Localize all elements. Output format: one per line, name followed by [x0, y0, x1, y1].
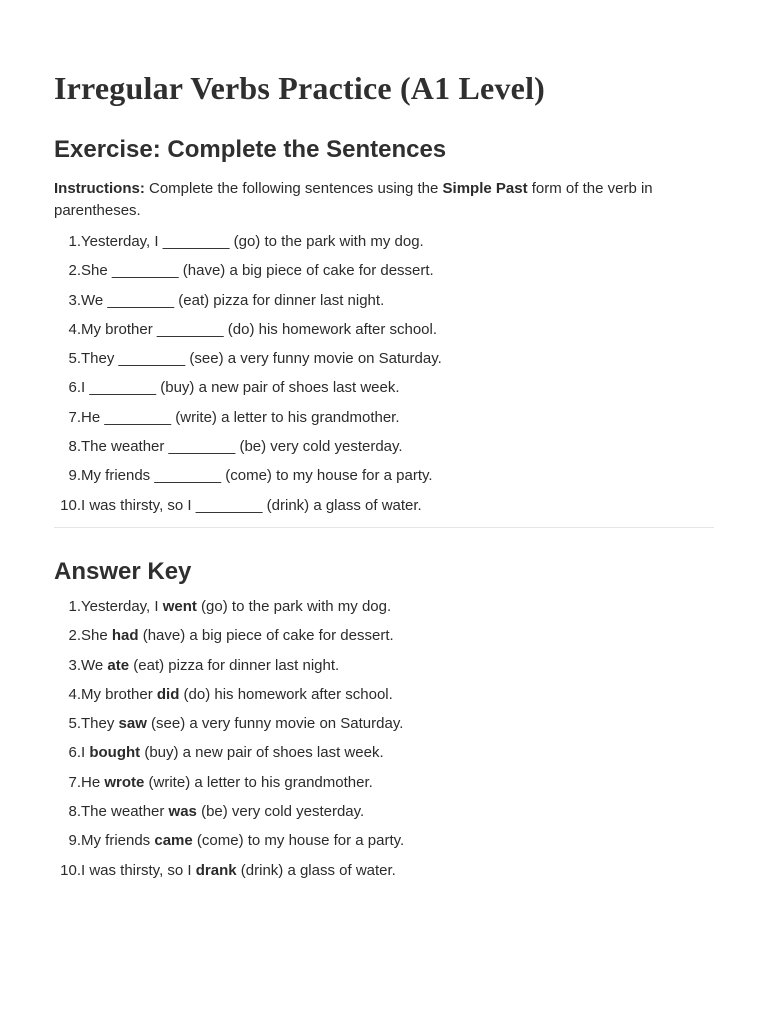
answer-verb: did [156, 685, 180, 703]
answer-after: (eat) pizza for dinner last night. [129, 656, 340, 674]
item-number: 9. [68, 832, 81, 850]
item-text: She ________ (have) a big piece of cake for dessert. [81, 262, 434, 280]
answer-verb: saw [118, 715, 147, 733]
item-text: My brother ________ (do) his homework after school. [81, 320, 438, 338]
answer-before: They [81, 715, 119, 733]
item-number: 6. [68, 379, 81, 397]
item-text [81, 592, 391, 621]
answer-key-section [54, 557, 714, 885]
item-number: 9. [68, 467, 81, 485]
item-number: 8. [68, 803, 81, 821]
item-text: He ________ (write) a letter to his grandmother. [81, 408, 400, 426]
instructions-label: Instructions: [54, 180, 145, 197]
item-text: My friends ________ (come) to my house for a party. [81, 467, 433, 485]
item-text: The weather ________ (be) very cold yesterday. [81, 438, 403, 456]
item-text [81, 768, 373, 797]
answer-before: My friends [81, 832, 155, 850]
exercise-item [54, 344, 714, 373]
exercise-heading: Exercise: Complete the Sentences [54, 136, 447, 163]
item-number: 8. [68, 438, 81, 456]
answer-item [54, 592, 714, 621]
answer-item [54, 621, 714, 650]
instructions-text-pre: Complete the following sentences using the [144, 180, 443, 197]
exercise-list [54, 227, 714, 520]
item-number: 2. [68, 262, 81, 280]
answer-item [54, 738, 714, 767]
item-text [81, 856, 396, 885]
exercise-item [54, 286, 714, 315]
item-text [81, 738, 384, 767]
exercise-item [54, 491, 714, 520]
section-divider [54, 527, 714, 528]
answer-verb: came [154, 832, 193, 850]
instructions [54, 178, 714, 222]
item-text [81, 826, 404, 855]
answer-verb: wrote [104, 773, 145, 791]
item-number: 5. [68, 350, 81, 368]
exercise-item [54, 256, 714, 285]
answer-item [54, 856, 714, 885]
item-number: 1. [68, 233, 81, 250]
item-number: 10. [60, 496, 81, 514]
item-number: 3. [68, 656, 81, 674]
answer-verb: drank [195, 861, 237, 879]
item-text [81, 651, 339, 680]
instructions-text-post: form of the verb in parentheses. [54, 180, 657, 219]
answer-list [54, 592, 714, 885]
item-text: We ________ (eat) pizza for dinner last night. [81, 291, 385, 309]
answer-after: (drink) a glass of water. [236, 861, 396, 879]
answer-verb: had [111, 627, 139, 645]
item-number: 7. [68, 408, 81, 426]
answer-key-heading: Answer Key [54, 557, 192, 585]
answer-item [54, 797, 714, 826]
answer-after: (come) to my house for a party. [192, 832, 405, 850]
answer-before: Yesterday, I [81, 597, 163, 615]
exercise-item [54, 432, 714, 461]
item-number: 10. [60, 861, 81, 879]
item-number: 4. [68, 320, 81, 338]
item-text [81, 621, 394, 650]
answer-before: The weather [81, 803, 169, 821]
answer-after: (be) very cold yesterday. [196, 803, 365, 821]
item-text: They ________ (see) a very funny movie on Saturday. [81, 350, 442, 368]
exercise-item [54, 227, 714, 256]
exercise-item [54, 461, 714, 490]
answer-before: I was thirsty, so I [81, 861, 196, 879]
answer-verb: bought [89, 744, 141, 762]
exercise-section [54, 135, 714, 520]
answer-after: (have) a big piece of cake for dessert. [138, 627, 394, 645]
item-number: 2. [68, 627, 81, 645]
answer-after: (do) his homework after school. [179, 685, 393, 703]
answer-item [54, 709, 714, 738]
item-number: 7. [68, 773, 81, 791]
item-text [81, 797, 364, 826]
answer-after: (go) to the park with my dog. [196, 597, 392, 615]
answer-item [54, 680, 714, 709]
answer-after: (see) a very funny movie on Saturday. [146, 715, 404, 733]
answer-verb: ate [107, 656, 130, 674]
item-text [81, 680, 393, 709]
answer-before: He [81, 773, 105, 791]
answer-verb: went [162, 597, 197, 615]
instructions-emphasis: Simple Past [442, 180, 528, 197]
item-text: I was thirsty, so I ________ (drink) a glass of water. [81, 496, 422, 514]
exercise-item [54, 373, 714, 402]
exercise-item [54, 403, 714, 432]
item-number: 1. [68, 597, 81, 615]
item-number: 5. [68, 715, 81, 733]
answer-before: We [81, 656, 108, 674]
answer-before: She [81, 627, 112, 645]
answer-verb: was [168, 803, 197, 821]
answer-after: (buy) a new pair of shoes last week. [140, 744, 384, 762]
answer-item [54, 651, 714, 680]
answer-before: I [81, 744, 90, 762]
answer-before: My brother [81, 685, 157, 703]
answer-after: (write) a letter to his grandmother. [144, 773, 373, 791]
answer-item [54, 826, 714, 855]
item-text [81, 709, 403, 738]
item-number: 4. [68, 685, 81, 703]
page-title: Irregular Verbs Practice (A1 Level) [54, 70, 546, 106]
exercise-item [54, 315, 714, 344]
item-text: Yesterday, I ________ (go) to the park with my dog. [81, 233, 424, 250]
item-text: I ________ (buy) a new pair of shoes last week. [81, 379, 400, 397]
answer-item [54, 768, 714, 797]
item-number: 6. [68, 744, 81, 762]
item-number: 3. [68, 291, 81, 309]
